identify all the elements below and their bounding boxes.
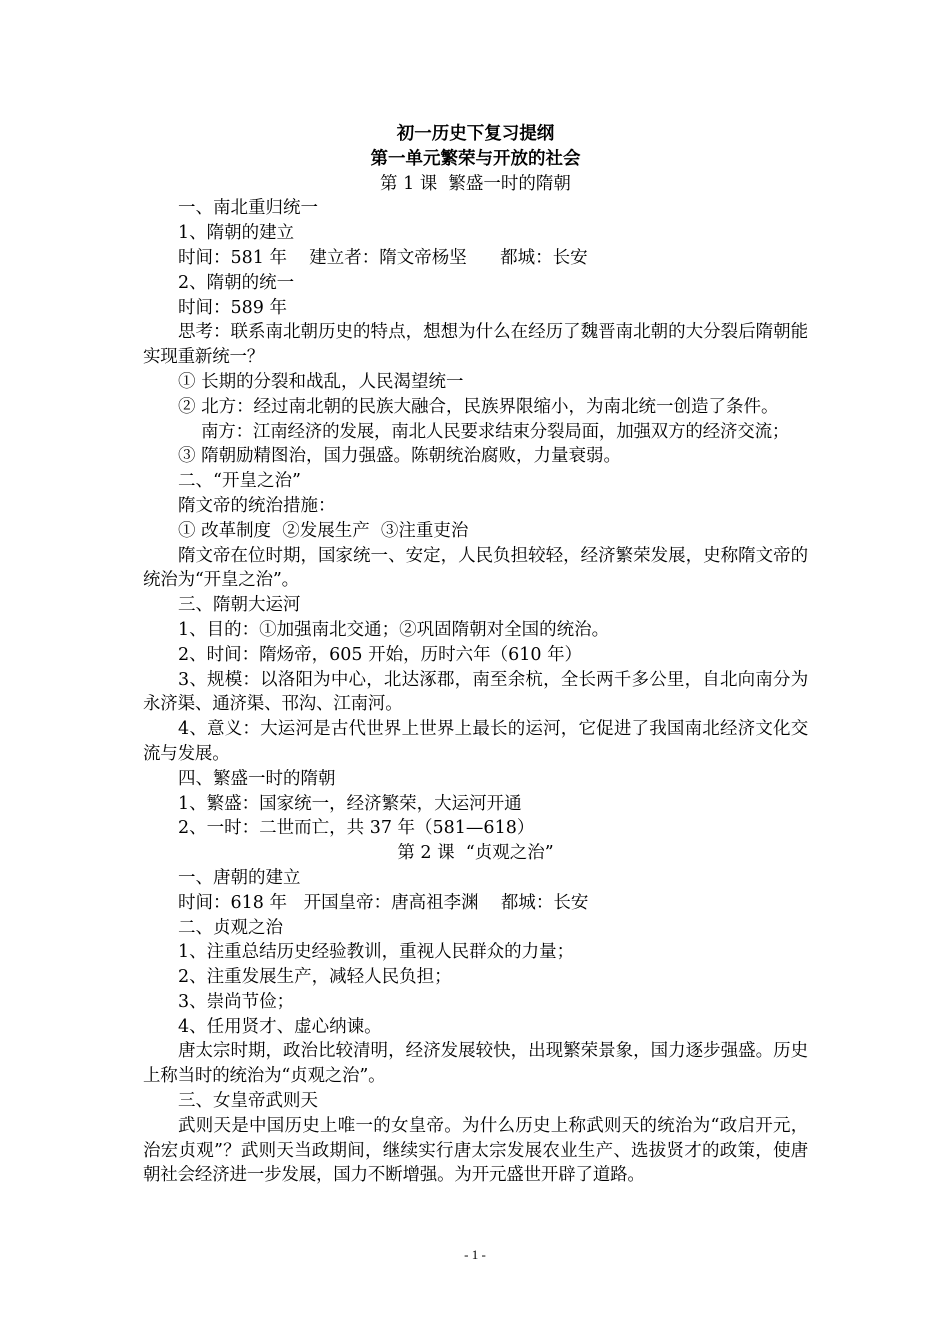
question-paragraph: 思考：联系南北朝历史的特点，想想为什么在经历了魏晋南北朝的大分裂后隋朝能实现重新统一？: [143, 322, 808, 368]
list-item-paragraph: 3、规模：以洛阳为中心，北达涿郡，南至余杭，全长两千多公里，自北向南分为永济渠、通济渠、邗沟、江南河。: [143, 669, 808, 715]
paragraph: 隋文帝在位时期，国家统一、安定，人民负担较轻，经济繁荣发展，史称隋文帝的统治为“开皇之治”。: [143, 545, 808, 591]
subsection-heading: 2、隋朝的统一: [178, 272, 295, 293]
list-item: 1、目的：①加强南北交通；②巩固隋朝对全国的统治。: [178, 619, 610, 640]
document-title: 初一历史下复习提纲: [396, 124, 555, 144]
section-heading: 一、南北重归统一: [178, 198, 318, 219]
lesson-1-title: 第 1 课 繁盛一时的隋朝: [380, 173, 571, 194]
measure-list: ① 改革制度 ②发展生产 ③注重吏治: [178, 520, 469, 541]
list-item-paragraph: 4、意义：大运河是古代世界上世界上最长的运河，它促进了我国南北经济文化交流与发展。: [143, 719, 808, 764]
reason-item: ② 北方：经过南北朝的民族大融合，民族界限缩小，为南北统一创造了条件。: [178, 396, 779, 417]
page-number: - 1 -: [464, 1247, 486, 1262]
lesson-2-title: 第 2 课 “贞观之治”: [397, 843, 554, 864]
document-body: [143, 122, 808, 1188]
section-heading: 三、女皇帝武则天: [178, 1091, 318, 1112]
reason-item: ① 长期的分裂和战乱，人民渴望统一: [178, 371, 464, 392]
list-item: 2、一时：二世而亡，共 37 年（581—618）: [178, 818, 535, 839]
list-item: 2、时间：隋炀帝，605 开始，历时六年（610 年）: [178, 644, 583, 665]
unit-title: 第一单元繁荣与开放的社会: [370, 148, 581, 169]
section-heading: 二、“开皇之治”: [178, 471, 301, 492]
section-heading: 二、贞观之治: [178, 917, 283, 938]
reason-item: ③ 隋朝励精图治，国力强盛。陈朝统治腐败，力量衰弱。: [178, 446, 622, 467]
list-item: 4、任用贤才、虚心纳谏。: [178, 1016, 382, 1037]
reason-item-continued: 南方：江南经济的发展，南北人民要求结束分裂局面，加强双方的经济交流；: [201, 421, 790, 442]
info-line: 时间：618 年 开国皇帝：唐高祖李渊 都城：长安: [178, 892, 589, 913]
paragraph: 武则天是中国历史上唯一的女皇帝。为什么历史上称武则天的统治为“政启开元，治宏贞观”？武则天当政期间，继续实行唐太宗发展农业生产、选拔贤才的政策，使唐朝社会经济进一步发展，国力不断增强。为开元盛世开辟了道路。: [143, 1115, 808, 1186]
info-line: 隋文帝的统治措施：: [178, 495, 336, 516]
section-heading: 四、繁盛一时的隋朝: [178, 768, 336, 789]
section-heading: 一、唐朝的建立: [178, 867, 301, 888]
list-item: 1、注重总结历史经验教训，重视人民群众的力量；: [178, 942, 575, 963]
info-line: 时间：589 年: [178, 297, 287, 318]
list-item: 1、繁盛：国家统一，经济繁荣，大运河开通: [178, 793, 522, 814]
subsection-heading: 1、隋朝的建立: [178, 223, 295, 244]
section-heading: 三、隋朝大运河: [178, 595, 301, 616]
info-line: 时间：581 年 建立者：隋文帝杨坚 都城：长安: [178, 247, 588, 268]
list-item: 3、崇尚节俭；: [178, 991, 295, 1012]
list-item: 2、注重发展生产，减轻人民负担；: [178, 967, 452, 988]
paragraph: 唐太宗时期，政治比较清明，经济发展较快，出现繁荣景象，国力逐步强盛。历史上称当时的统治为“贞观之治”。: [143, 1041, 808, 1087]
